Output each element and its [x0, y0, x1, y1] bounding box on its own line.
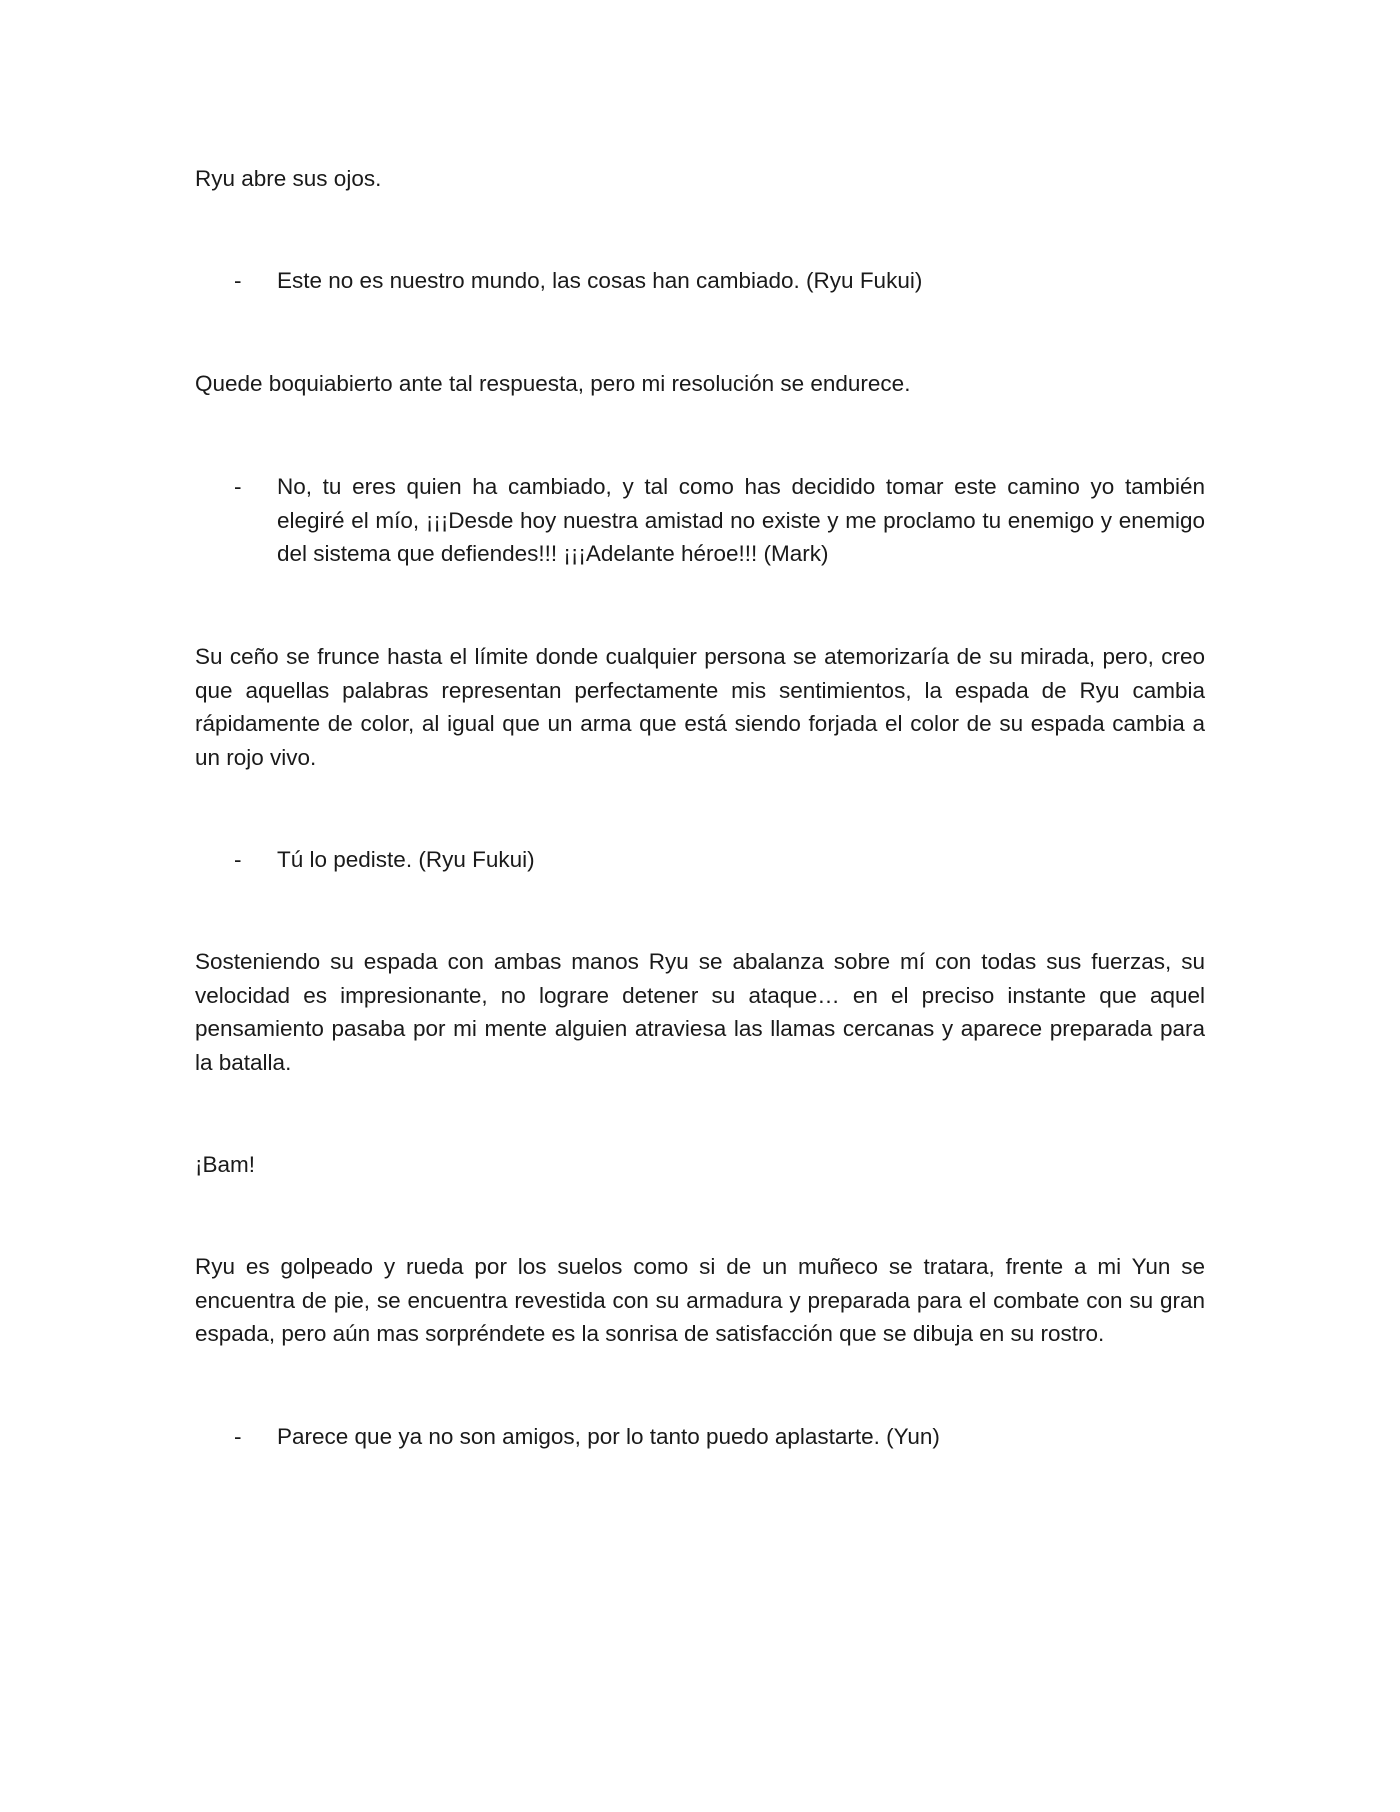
sound-effect-line: ¡Bam!	[195, 1152, 256, 1177]
dialogue-line-4: Parece que ya no son amigos, por lo tanto puedo aplastarte. (Yun)	[277, 1424, 940, 1449]
narration-paragraph-5: Ryu es golpeado y rueda por los suelos como si de un muñeco se tratara, frente a mi Yun se encuentra de pie, se encuentra revestida con su armadura y preparada para el combate con su gran espada, pero aún mas sorpréndete es la sonrisa de satisfacción que se dibuja en su rostro.	[195, 1254, 1205, 1346]
dialogue-line-1: Este no es nuestro mundo, las cosas han cambiado. (Ryu Fukui)	[277, 268, 923, 293]
narration-paragraph-3: Su ceño se frunce hasta el límite donde cualquier persona se atemorizaría de su mirada, pero, creo que aquellas palabras representan perfectamente mis sentimientos, la espada de Ryu cambia rápidamente de color, al igual que un arma que está siendo forjada el color de su espada cambia a un rojo vivo.	[195, 644, 1205, 770]
dialogue-dash-2: -	[234, 474, 242, 499]
narration-paragraph-1: Ryu abre sus ojos.	[195, 166, 382, 191]
dialogue-line-2: No, tu eres quien ha cambiado, y tal como has decidido tomar este camino yo también elegiré el mío, ¡¡¡Desde hoy nuestra amistad no existe y me proclamo tu enemigo y enemigo del sistema que defiendes!!! ¡¡¡Adelante héroe!!! (Mark)	[277, 474, 1205, 566]
dialogue-line-3: Tú lo pediste. (Ryu Fukui)	[277, 847, 535, 872]
dialogue-dash-4: -	[234, 1424, 242, 1449]
dialogue-dash-3: -	[234, 847, 242, 872]
narration-paragraph-2: Quede boquiabierto ante tal respuesta, pero mi resolución se endurece.	[195, 371, 911, 396]
narration-paragraph-4: Sosteniendo su espada con ambas manos Ryu se abalanza sobre mí con todas sus fuerzas, su velocidad es impresionante, no lograre detener su ataque… en el preciso instante que aquel pensamiento pasaba por mi mente alguien atraviesa las llamas cercanas y aparece preparada para la batalla.	[195, 949, 1205, 1075]
dialogue-dash-1: -	[234, 268, 242, 293]
